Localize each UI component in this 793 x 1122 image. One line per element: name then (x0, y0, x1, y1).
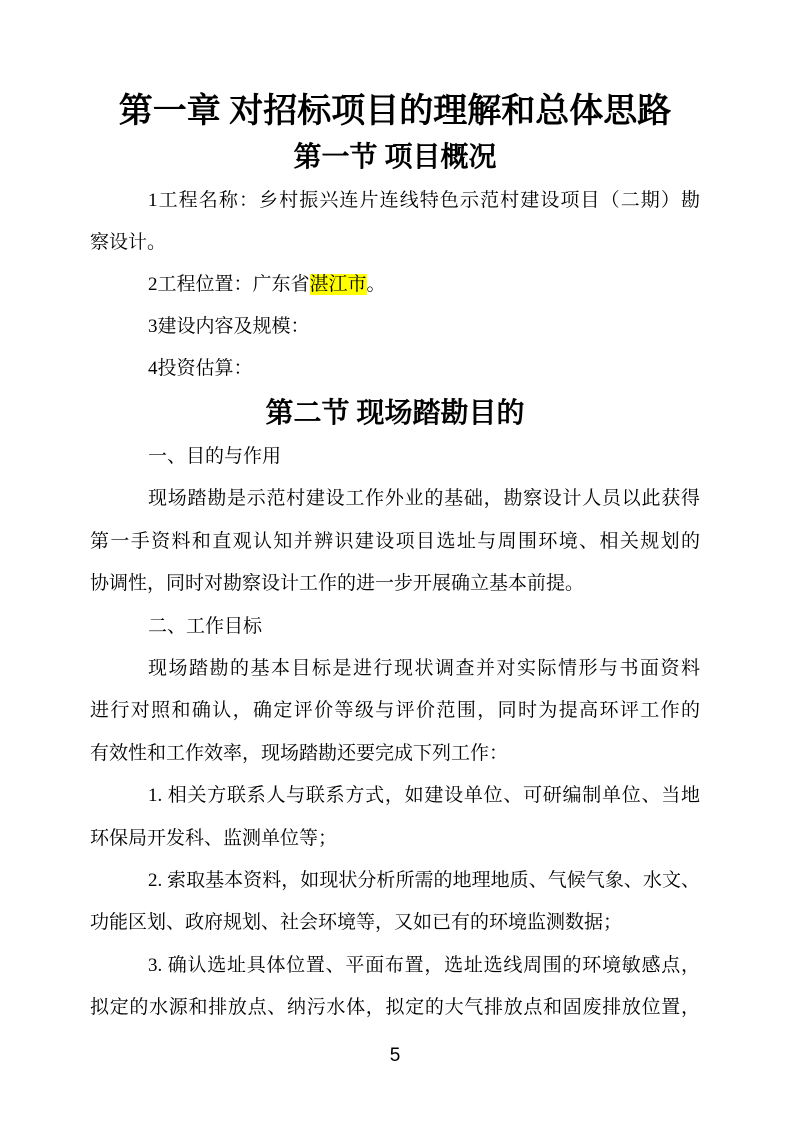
paragraph-line: 察设计。 (90, 232, 167, 253)
paragraph-line: 进行对照和确认，确定评价等级与评价范围，同时为提高环评工作的 (90, 700, 700, 722)
list-item-line: 3. 确认选址具体位置、平面布置，选址选线周围的环境敏感点， (148, 954, 700, 976)
paragraph-line: 3建设内容及规模： (148, 316, 310, 337)
paragraph-line: 协调性，同时对勘察设计工作的进一步开展确立基本前提。 (90, 573, 585, 595)
section2-heading: 第二节 现场踏勘目的 (265, 398, 525, 429)
section1-heading: 第一节 项目概况 (293, 142, 497, 173)
paragraph-line: 现场踏勘的基本目标是进行现状调查并对实际情形与书面资料 (148, 658, 700, 680)
list-item-line: 2. 索取基本资料，如现状分析所需的地理地质、气候气象、水文、 (148, 870, 700, 892)
paragraph-line: 现场踏勘是示范村建设工作外业的基础，勘察设计人员以此获得 (148, 488, 700, 510)
page-number: 5 (389, 1044, 401, 1066)
paragraph-line: 1工程名称：乡村振兴连片连线特色示范村建设项目（二期）勘 (148, 190, 700, 211)
subheading: 一、目的与作用 (148, 446, 282, 467)
section2-body (90, 436, 700, 1030)
text-run: 2工程位置：广东省 (148, 274, 310, 295)
section1-body (90, 180, 700, 390)
chapter-title: 第一章 对招标项目的理解和总体思路 (118, 93, 672, 130)
paragraph-line: 第一手资料和直观认知并辨识建设项目选址与周围环境、相关规划的 (90, 530, 700, 552)
list-item-line: 1. 相关方联系人与联系方式，如建设单位、可研编制单位、当地 (148, 785, 700, 807)
list-item-line: 环保局开发科、监测单位等； (90, 827, 338, 849)
paragraph-line: 有效性和工作效率，现场踏勘还要完成下列工作： (90, 742, 509, 764)
highlighted-text: 湛江市 (309, 274, 367, 295)
paragraph-line (90, 264, 700, 306)
list-item-line: 功能区划、政府规划、社会环境等，又如已有的环境监测数据； (90, 912, 623, 934)
text-run: 。 (366, 274, 386, 295)
page-content (90, 0, 700, 1068)
subheading: 二、工作目标 (148, 615, 263, 637)
list-item-line: 拟定的水源和排放点、纳污水体，拟定的大气排放点和固废排放位置， (90, 997, 700, 1019)
paragraph-line: 4投资估算： (148, 358, 253, 379)
